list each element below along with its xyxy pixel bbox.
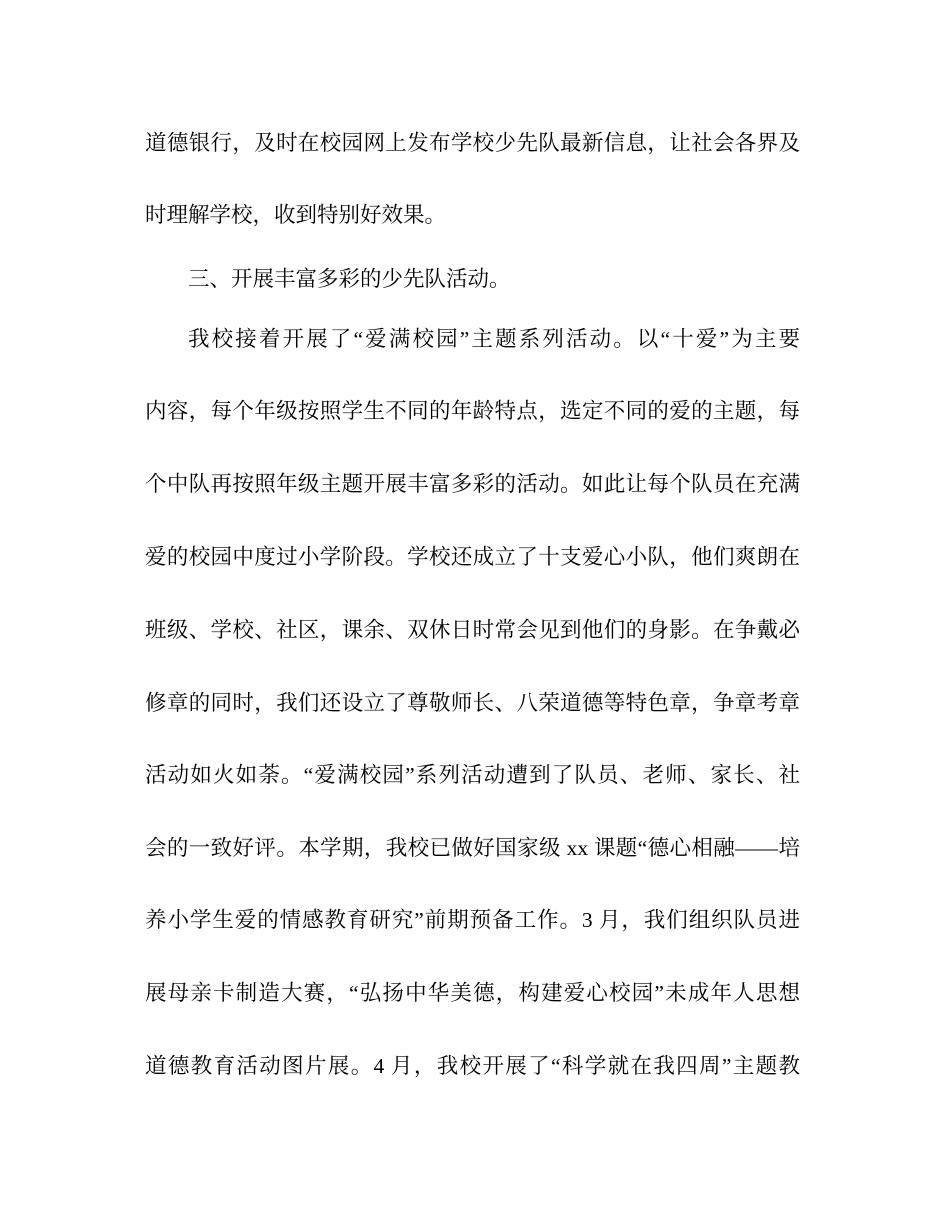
- text-line: 爱的校园中度过小学阶段。学校还成立了十支爱心小队，他们爽朗在: [145, 545, 800, 569]
- text-line: 道德银行，及时在校园网上发布学校少先队最新信息，让社会各界及: [145, 131, 800, 155]
- text-line: 我校接着开展了“爱满校园”主题系列活动。以“十爱”为主要: [188, 327, 800, 351]
- text-line: 养小学生爱的情感教育研究”前期预备工作。3 月，我们组织队员进: [145, 908, 800, 932]
- section-heading: 三、开展丰富多彩的少先队活动。: [188, 267, 511, 291]
- text-line: 个中队再按照年级主题开展丰富多彩的活动。如此让每个队员在充满: [145, 472, 800, 496]
- text-line: 会的一致好评。本学期，我校已做好国家级 xx 课题“德心相融——培: [145, 836, 800, 860]
- text-line: 班级、学校、社区，课余、双休日时常会见到他们的身影。在争戴必: [145, 618, 800, 642]
- text-line: 时理解学校，收到特别好效果。: [145, 203, 447, 227]
- text-line: 内容，每个年级按照学生不同的年龄特点，选定不同的爱的主题，每: [145, 399, 800, 423]
- text-line: 道德教育活动图片展。4 月，我校开展了“科学就在我四周”主题教: [145, 1054, 800, 1078]
- text-line: 活动如火如荼。“爱满校园”系列活动遭到了队员、老师、家长、社: [145, 763, 800, 787]
- text-line: 展母亲卡制造大赛，“弘扬中华美德，构建爱心校园”未成年人思想: [145, 981, 800, 1005]
- text-line: 修章的同时，我们还设立了尊敬师长、八荣道德等特色章，争章考章: [145, 691, 800, 715]
